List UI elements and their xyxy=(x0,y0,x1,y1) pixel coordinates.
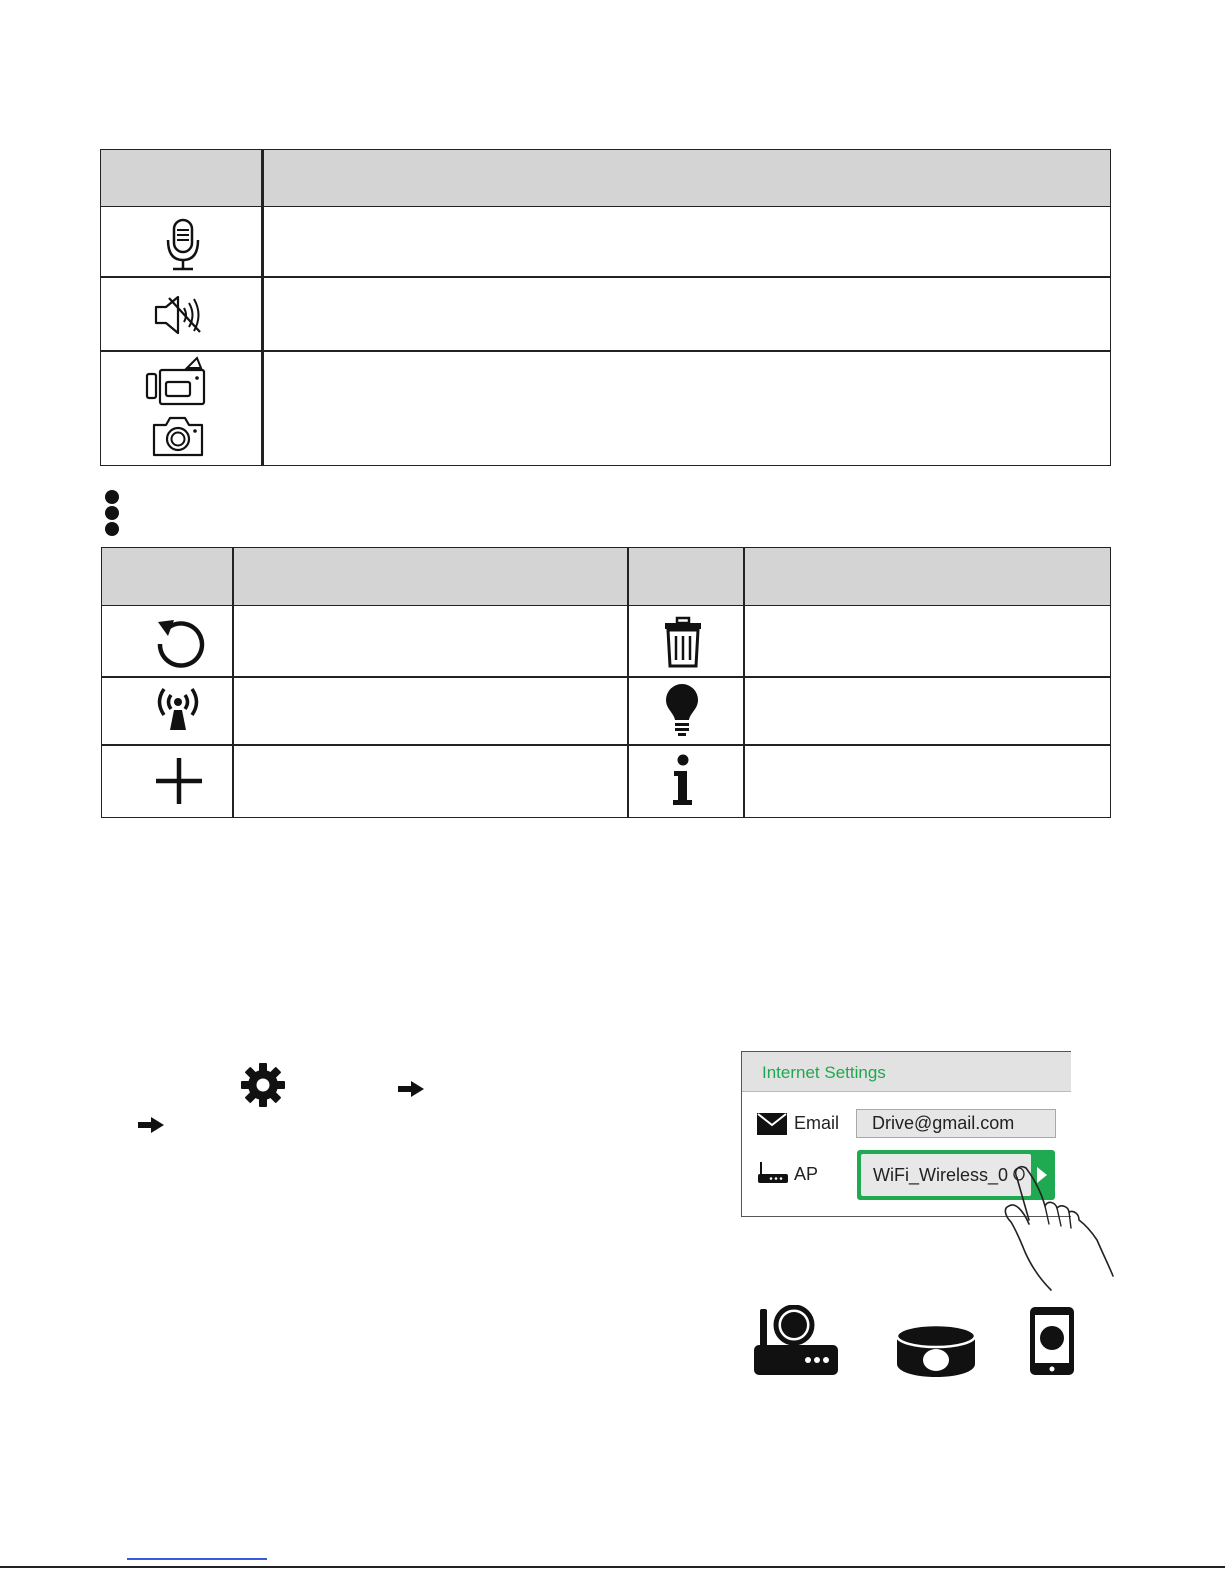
right-arrow-icon xyxy=(397,1080,425,1098)
icon-function-table xyxy=(100,149,1111,466)
envelope-icon xyxy=(757,1113,787,1135)
tapping-hand-icon xyxy=(995,1150,1120,1295)
footer-link-underline[interactable] xyxy=(127,1558,267,1560)
photo-camera-icon[interactable] xyxy=(152,415,204,457)
lightbulb-icon[interactable] xyxy=(664,682,700,738)
email-field[interactable]: Drive@gmail.com xyxy=(856,1109,1056,1138)
email-label: Email xyxy=(794,1113,840,1133)
ap-label: AP xyxy=(794,1164,819,1184)
router-camera-icon xyxy=(752,1305,840,1377)
table-header xyxy=(102,548,1110,606)
table-header xyxy=(101,150,1110,207)
router-icon xyxy=(757,1162,789,1184)
right-arrow-icon xyxy=(137,1116,165,1134)
microphone-icon[interactable] xyxy=(165,218,201,272)
ap-field[interactable]: WiFi_Wireless_0 xyxy=(861,1154,1031,1196)
wireless-broadcast-icon[interactable] xyxy=(150,682,206,732)
plus-icon[interactable] xyxy=(154,756,204,806)
panel-title: Internet Settings xyxy=(762,1063,886,1082)
more-menu-table xyxy=(101,547,1111,818)
speaker-muted-icon[interactable] xyxy=(153,294,207,336)
panel-title-bar xyxy=(742,1052,1071,1092)
vertical-ellipsis-icon[interactable] xyxy=(102,490,122,536)
smartphone-icon xyxy=(1029,1306,1075,1376)
trash-icon[interactable] xyxy=(663,616,703,668)
info-icon[interactable] xyxy=(670,754,696,808)
gear-icon[interactable] xyxy=(240,1062,286,1108)
smart-speaker-icon xyxy=(895,1322,977,1378)
video-camera-icon[interactable] xyxy=(145,356,207,408)
footer-divider xyxy=(0,1566,1225,1568)
reset-arrow-icon[interactable] xyxy=(154,616,206,668)
